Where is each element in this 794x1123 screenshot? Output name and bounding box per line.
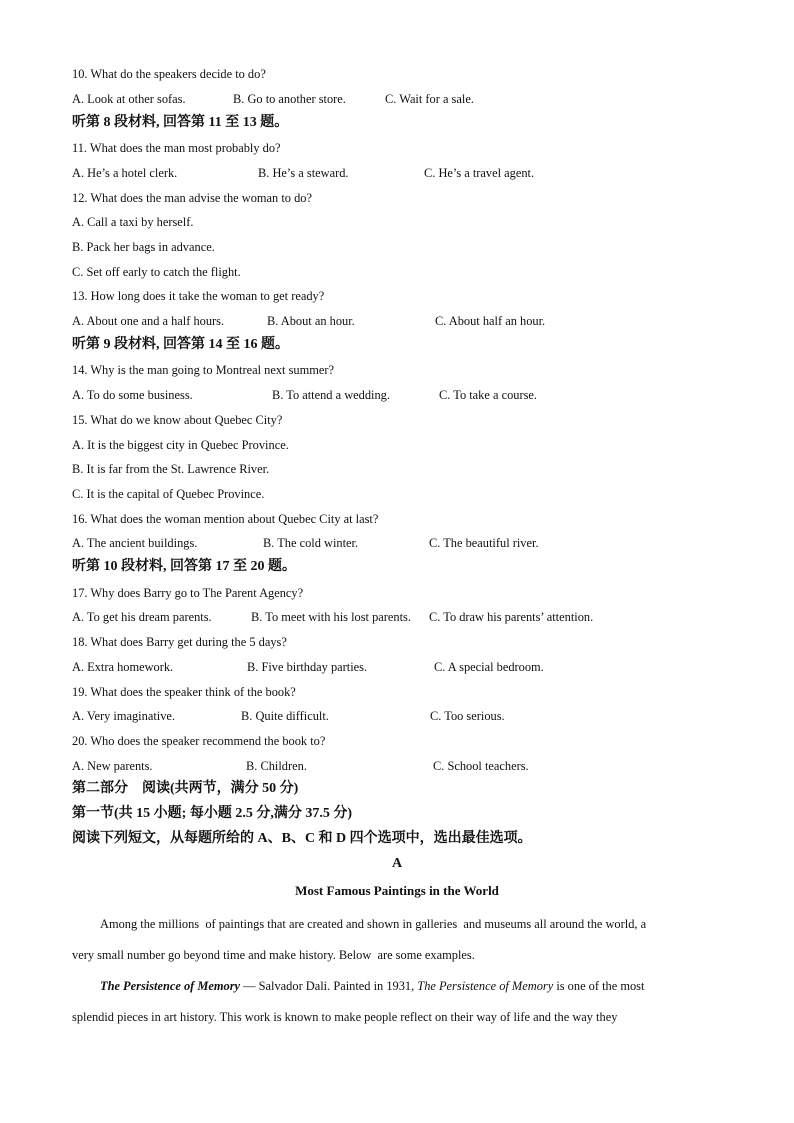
question-13-stem: 13. How long does it take the woman to get ready? xyxy=(72,289,325,303)
paragraph-2-rest: is one of the most xyxy=(553,979,645,993)
paragraph-2-line-1 xyxy=(100,978,750,994)
question-12-stem: 12. What does the man advise the woman to do? xyxy=(72,191,312,205)
question-18-option-a: A. Extra homework. xyxy=(72,660,174,674)
question-13-option-c: C. About half an hour. xyxy=(435,314,546,328)
question-18-option-c: C. A special bedroom. xyxy=(434,660,544,674)
question-15-stem: 15. What do we know about Quebec City? xyxy=(72,413,283,427)
question-20-option-a: A. New parents. xyxy=(72,759,153,773)
passage-letter: A xyxy=(391,856,403,871)
question-18-stem: 18. What does Barry get during the 5 days? xyxy=(72,635,287,649)
question-11-stem: 11. What does the man most probably do? xyxy=(72,141,281,155)
section-8-header: 听第 8 段材料, 回答第 11 至 13 题。 xyxy=(72,115,289,130)
question-17-option-b: B. To meet with his lost parents. xyxy=(251,610,411,624)
question-11-option-c: C. He’s a travel agent. xyxy=(424,166,535,180)
question-14-option-b: B. To attend a wedding. xyxy=(272,388,390,402)
question-16-option-b: B. The cold winter. xyxy=(263,536,359,550)
question-12-option-b: B. Pack her bags in advance. xyxy=(72,240,215,254)
painting-title: The Persistence of Memory xyxy=(100,979,241,993)
section-1-header: 第一节(共 15 小题; 每小题 2.5 分,满分 37.5 分) xyxy=(72,806,352,821)
question-19-option-b: B. Quite difficult. xyxy=(241,709,329,723)
question-15-option-c: C. It is the capital of Quebec Province. xyxy=(72,487,265,501)
question-20-option-b: B. Children. xyxy=(246,759,307,773)
question-16-option-c: C. The beautiful river. xyxy=(429,536,539,550)
painting-title-inline: The Persistence of Memory xyxy=(417,979,554,993)
question-19-option-c: C. Too serious. xyxy=(430,709,505,723)
question-14-option-c: C. To take a course. xyxy=(439,388,537,402)
question-17-option-c: C. To draw his parents’ attention. xyxy=(429,610,594,624)
question-10-option-c: C. Wait for a sale. xyxy=(385,92,474,106)
question-17-stem: 17. Why does Barry go to The Parent Agency? xyxy=(72,586,304,600)
question-10-option-b: B. Go to another store. xyxy=(233,92,346,106)
question-16-stem: 16. What does the woman mention about Quebec City at last? xyxy=(72,512,379,526)
question-12-option-c: C. Set off early to catch the flight. xyxy=(72,265,241,279)
paragraph-1-line-2: very small number go beyond time and make history. Below are some examples. xyxy=(72,948,475,962)
question-18-option-b: B. Five birthday parties. xyxy=(247,660,368,674)
question-10-option-a: A. Look at other sofas. xyxy=(72,92,186,106)
instructions: 阅读下列短文，从每题所给的 A、B、C 和 D 四个选项中，选出最佳选项。 xyxy=(72,831,532,846)
question-10-stem: 10. What do the speakers decide to do? xyxy=(72,67,266,81)
question-12-option-a: A. Call a taxi by herself. xyxy=(72,215,194,229)
section-9-header: 听第 9 段材料, 回答第 14 至 16 题。 xyxy=(72,337,289,352)
question-14-option-a: A. To do some business. xyxy=(72,388,193,402)
question-13-option-b: B. About an hour. xyxy=(267,314,355,328)
question-15-option-b: B. It is far from the St. Lawrence River. xyxy=(72,462,270,476)
artist-text: — Salvador Dali. Painted in 1931, xyxy=(240,979,418,993)
question-19-stem: 19. What does the speaker think of the book? xyxy=(72,685,296,699)
question-13-option-a: A. About one and a half hours. xyxy=(72,314,225,328)
paragraph-1-line-1: Among the millions of paintings that are created and shown in galleries and museums all around the world, a xyxy=(100,917,647,931)
passage-title: Most Famous Paintings in the World xyxy=(295,883,499,898)
question-19-option-a: A. Very imaginative. xyxy=(72,709,176,723)
paragraph-2-line-2: splendid pieces in art history. This work is known to make people reflect on their way of life and the way they xyxy=(72,1010,618,1024)
question-20-option-c: C. School teachers. xyxy=(433,759,529,773)
question-15-option-a: A. It is the biggest city in Quebec Province. xyxy=(72,438,289,452)
question-17-option-a: A. To get his dream parents. xyxy=(72,610,212,624)
question-20-stem: 20. Who does the speaker recommend the book to? xyxy=(72,734,326,748)
part-2-header: 第二部分 阅读(共两节，满分 50 分) xyxy=(72,781,299,796)
section-10-header: 听第 10 段材料, 回答第 17 至 20 题。 xyxy=(72,559,296,574)
question-11-option-b: B. He’s a steward. xyxy=(258,166,349,180)
question-11-option-a: A. He’s a hotel clerk. xyxy=(72,166,178,180)
question-14-stem: 14. Why is the man going to Montreal next summer? xyxy=(72,363,334,377)
question-16-option-a: A. The ancient buildings. xyxy=(72,536,198,550)
